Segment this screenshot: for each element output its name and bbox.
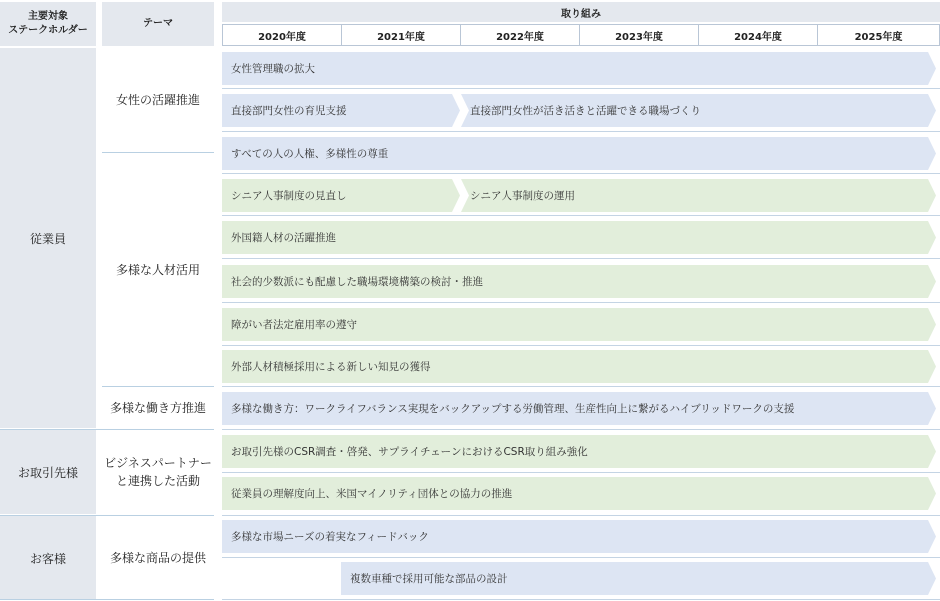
theme-divider [102, 152, 214, 153]
header-stakeholder: 主要対象 ステークホルダー [0, 2, 96, 46]
initiative-bar [222, 435, 936, 468]
initiative-bar [222, 265, 936, 298]
stakeholder-divider [0, 429, 214, 430]
initiative-label: 多様な市場ニーズの着実なフィードバック [231, 531, 429, 543]
theme-diverse-products: 多様な商品の提供 [109, 551, 206, 565]
theme-diverse-talent: 多様な人材活用 [115, 262, 200, 277]
initiative-bar [222, 477, 936, 510]
initiative-label: 外部人材積極採用による新しい知見の獲得 [231, 361, 431, 373]
initiative-bar [222, 221, 936, 254]
stakeholder-divider [0, 515, 214, 516]
header-theme: テーマ [102, 2, 214, 46]
initiative-label: シニア人事制度の運用 [470, 190, 575, 202]
stakeholder-employees: 従業員 [0, 48, 96, 428]
theme-diverse-workstyles: 多様な働き方推進 [109, 400, 206, 415]
year-2025: 2025年度 [817, 24, 940, 46]
row-divider [222, 215, 940, 216]
initiative-bar [461, 179, 936, 212]
initiative-label: 社会的少数派にも配慮した職場環境構築の検討・推進 [231, 276, 483, 288]
row-divider [222, 429, 940, 430]
initiative-bar [341, 562, 936, 595]
year-2024: 2024年度 [698, 24, 818, 46]
row-divider [222, 472, 940, 473]
initiative-bar [222, 520, 936, 553]
year-2022: 2022年度 [460, 24, 580, 46]
initiative-label: 直接部門女性の育児支援 [231, 105, 347, 117]
row-divider [222, 88, 940, 89]
initiative-label: 多様な働き方：ワークライフバランス実現をバックアップする労働管理、生産性向上に繋がるハイブリッドワークの支援 [231, 403, 795, 415]
initiative-label: 従業員の理解度向上、米国マイノリティ団体との協力の推進 [231, 488, 513, 500]
initiative-label: 障がい者法定雇用率の遵守 [231, 319, 357, 331]
initiative-label: 外国籍人材の活躍推進 [231, 232, 336, 244]
initiative-label: 女性管理職の拡大 [231, 63, 315, 75]
theme-business-partner-activities: ビジネスパートナー と連携した活動 [104, 456, 212, 488]
initiative-bar [222, 308, 936, 341]
year-2020: 2020年度 [222, 24, 342, 46]
initiative-bar [222, 179, 460, 212]
row-divider [222, 258, 940, 259]
row-divider [222, 345, 940, 346]
initiative-bar [461, 94, 936, 127]
header-initiatives: 取り組み [222, 2, 940, 22]
initiative-bar [222, 350, 936, 383]
initiative-label: シニア人事制度の見直し [231, 190, 347, 202]
row-divider [222, 131, 940, 132]
row-divider [222, 599, 940, 600]
row-divider [222, 173, 940, 174]
row-divider [222, 302, 940, 303]
initiative-label: すべての人の人権、多様性の尊重 [231, 148, 389, 160]
initiative-bar [222, 94, 460, 127]
initiative-bar [222, 52, 936, 85]
stakeholder-business-partners: お取引先様 [0, 430, 96, 514]
year-2021: 2021年度 [341, 24, 461, 46]
year-2023: 2023年度 [579, 24, 699, 46]
initiative-bar [222, 137, 936, 170]
initiative-label: お取引先様のCSR調査・啓発、サプライチェーンにおけるCSR取り組み強化 [231, 446, 588, 458]
theme-divider [102, 386, 214, 387]
row-divider [222, 515, 940, 516]
stakeholder-customers: お客様 [0, 516, 96, 600]
stakeholder-divider [0, 599, 214, 600]
initiative-bar [222, 392, 936, 425]
initiative-label: 複数車種で採用可能な部品の設計 [350, 573, 508, 585]
theme-women-empowerment: 女性の活躍推進 [115, 93, 200, 107]
row-divider [222, 386, 940, 387]
initiative-label: 直接部門女性が活き活きと活躍できる職場づくり [470, 105, 701, 117]
row-divider [222, 557, 940, 558]
